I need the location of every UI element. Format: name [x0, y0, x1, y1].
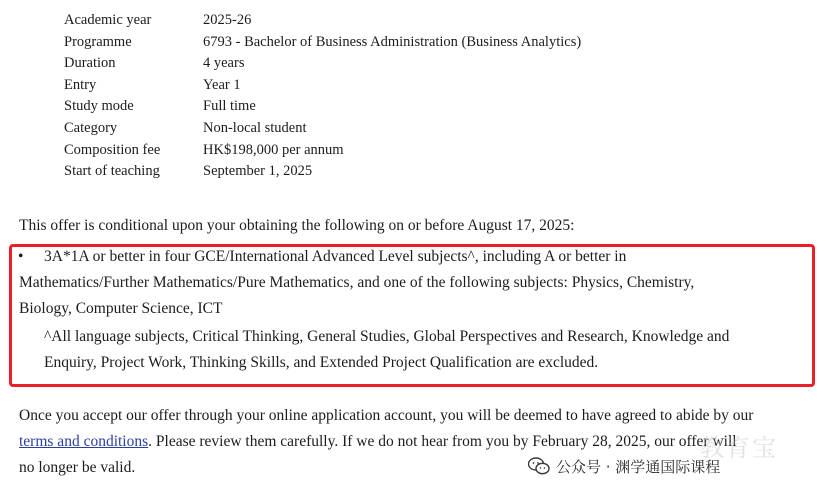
offer-details: [64, 10, 581, 183]
wechat-watermark: [528, 454, 720, 478]
detail-row: [64, 75, 581, 97]
exclusion-note-line: ^All language subjects, Critical Thinking, General Studies, Global Perspectives and Research, Knowledge and: [44, 328, 730, 345]
detail-value: HK$198,000 per annum: [203, 141, 344, 158]
detail-label: Category: [64, 119, 118, 136]
detail-value: September 1, 2025: [203, 163, 313, 180]
requirement-line: Biology, Computer Science, ICT: [19, 300, 223, 317]
detail-value: Non-local student: [203, 119, 307, 136]
detail-value: Year 1: [203, 76, 241, 93]
detail-label: Entry: [64, 76, 97, 93]
detail-label: Duration: [64, 55, 116, 72]
detail-label: Programme: [64, 33, 132, 50]
watermark-text: 公众号 · 渊学通国际课程: [556, 457, 721, 476]
detail-label: Composition fee: [64, 141, 161, 158]
detail-label: Study mode: [64, 98, 134, 115]
closing-line: Once you accept our offer through your online application account, you will be deemed to have agreed to abide by our: [19, 407, 754, 424]
condition-intro: This offer is conditional upon your obtaining the following on or before August 17, 2025:: [19, 217, 575, 234]
detail-row: [64, 118, 581, 140]
closing-line: no longer be valid.: [19, 459, 136, 476]
detail-row: [64, 96, 581, 118]
bullet-point: •: [18, 248, 24, 265]
closing-line: [19, 429, 737, 455]
detail-row: [64, 10, 581, 32]
faded-watermark: 教育宝: [700, 434, 778, 462]
terms-and-conditions-link[interactable]: terms and conditions: [19, 433, 149, 450]
detail-label: Academic year: [64, 12, 152, 28]
requirement-line: 3A*1A or better in four GCE/International Advanced Level subjects^, including A or better in: [44, 248, 627, 265]
detail-value: 6793 - Bachelor of Business Administration (Business Analytics): [203, 33, 582, 50]
detail-row: [64, 140, 581, 162]
detail-row: [64, 161, 581, 183]
detail-label: Start of teaching: [64, 163, 160, 180]
requirement-line: Mathematics/Further Mathematics/Pure Mathematics, and one of the following subjects: Physics, Chemistry,: [19, 274, 695, 291]
detail-value: Full time: [203, 98, 256, 115]
detail-row: [64, 32, 581, 54]
exclusion-note-line: Enquiry, Project Work, Thinking Skills, and Extended Project Qualification are excluded.: [44, 354, 599, 371]
detail-value: 4 years: [203, 55, 245, 72]
wechat-icon: [528, 457, 550, 475]
detail-value: 2025-26: [203, 12, 252, 28]
detail-row: [64, 53, 581, 75]
closing-line-rest: . Please review them carefully. If we do not hear from you by February 28, 2025, our offer will: [148, 433, 737, 450]
